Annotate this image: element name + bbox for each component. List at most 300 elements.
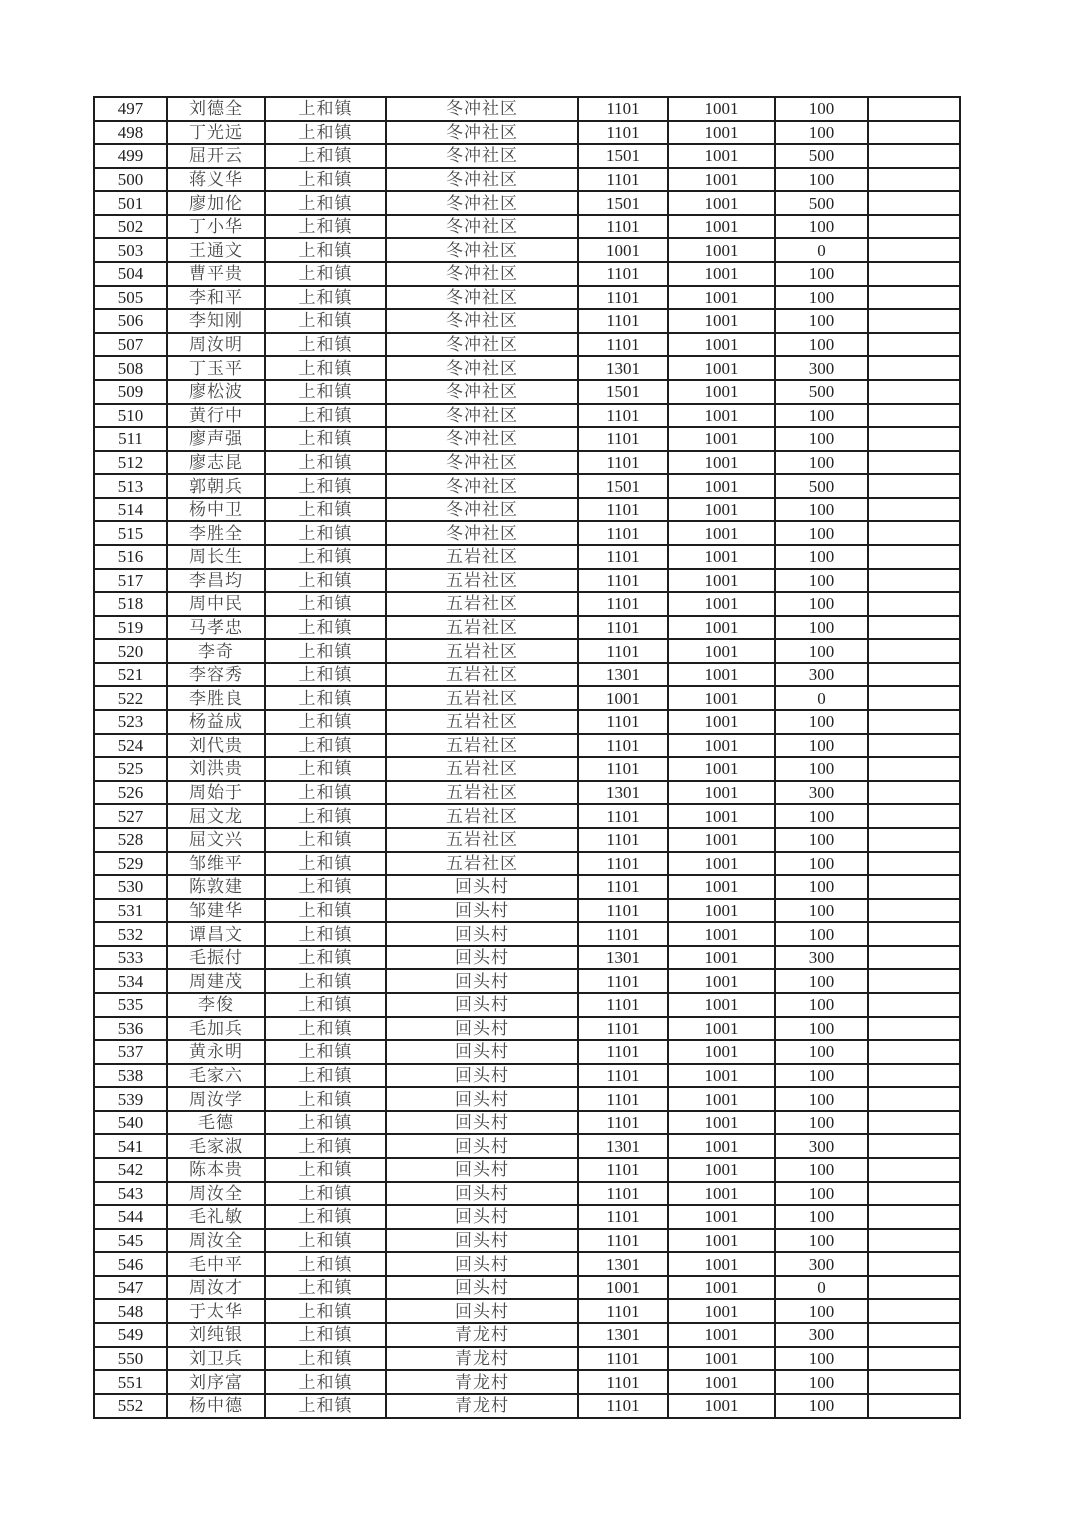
cell-amount-3: 300 <box>775 356 868 380</box>
cell-amount-1: 1101 <box>578 1205 668 1229</box>
cell-amount-2: 1001 <box>668 1205 775 1229</box>
cell-village: 回头村 <box>386 946 578 970</box>
cell-village: 冬冲社区 <box>386 356 578 380</box>
cell-village: 冬冲社区 <box>386 286 578 310</box>
cell-person-name: 李俊 <box>167 993 265 1017</box>
cell-person-name: 周汝学 <box>167 1087 265 1111</box>
cell-serial-number: 510 <box>94 404 167 428</box>
cell-amount-2: 1001 <box>668 545 775 569</box>
table-row <box>94 875 960 899</box>
cell-amount-2: 1001 <box>668 639 775 663</box>
table-row <box>94 1299 960 1323</box>
cell-amount-3: 500 <box>775 474 868 498</box>
cell-town: 上和镇 <box>265 639 386 663</box>
cell-amount-3: 100 <box>775 168 868 192</box>
cell-person-name: 屈开云 <box>167 144 265 168</box>
cell-serial-number: 522 <box>94 686 167 710</box>
cell-amount-1: 1101 <box>578 569 668 593</box>
cell-amount-3: 100 <box>775 1229 868 1253</box>
table-row <box>94 262 960 286</box>
cell-amount-2: 1001 <box>668 1370 775 1394</box>
cell-town: 上和镇 <box>265 1134 386 1158</box>
cell-amount-3: 100 <box>775 922 868 946</box>
cell-village: 五岩社区 <box>386 545 578 569</box>
cell-amount-2: 1001 <box>668 97 775 121</box>
cell-amount-1: 1501 <box>578 474 668 498</box>
cell-serial-number: 528 <box>94 828 167 852</box>
cell-person-name: 刘纯银 <box>167 1323 265 1347</box>
cell-town: 上和镇 <box>265 852 386 876</box>
table-row <box>94 781 960 805</box>
cell-amount-2: 1001 <box>668 592 775 616</box>
cell-village: 冬冲社区 <box>386 333 578 357</box>
cell-amount-1: 1101 <box>578 1087 668 1111</box>
cell-amount-3: 100 <box>775 969 868 993</box>
cell-amount-2: 1001 <box>668 1252 775 1276</box>
cell-serial-number: 548 <box>94 1299 167 1323</box>
cell-empty <box>868 1229 960 1253</box>
cell-person-name: 周长生 <box>167 545 265 569</box>
cell-town: 上和镇 <box>265 404 386 428</box>
cell-person-name: 毛中平 <box>167 1252 265 1276</box>
cell-serial-number: 537 <box>94 1040 167 1064</box>
cell-serial-number: 517 <box>94 569 167 593</box>
cell-empty <box>868 616 960 640</box>
cell-person-name: 蒋义华 <box>167 168 265 192</box>
cell-amount-3: 100 <box>775 498 868 522</box>
table-row <box>94 734 960 758</box>
cell-village: 回头村 <box>386 1134 578 1158</box>
cell-amount-1: 1001 <box>578 686 668 710</box>
table-row <box>94 121 960 145</box>
cell-person-name: 李胜全 <box>167 521 265 545</box>
cell-person-name: 周汝明 <box>167 333 265 357</box>
cell-person-name: 丁玉平 <box>167 356 265 380</box>
cell-village: 回头村 <box>386 922 578 946</box>
cell-empty <box>868 1111 960 1135</box>
cell-town: 上和镇 <box>265 1205 386 1229</box>
cell-amount-3: 100 <box>775 97 868 121</box>
cell-person-name: 毛礼敏 <box>167 1205 265 1229</box>
cell-town: 上和镇 <box>265 262 386 286</box>
cell-amount-1: 1101 <box>578 1064 668 1088</box>
cell-empty <box>868 686 960 710</box>
table-row <box>94 1158 960 1182</box>
cell-amount-1: 1101 <box>578 616 668 640</box>
cell-amount-2: 1001 <box>668 521 775 545</box>
cell-empty <box>868 238 960 262</box>
cell-amount-3: 100 <box>775 569 868 593</box>
cell-empty <box>868 1394 960 1418</box>
cell-amount-2: 1001 <box>668 686 775 710</box>
cell-town: 上和镇 <box>265 215 386 239</box>
cell-village: 冬冲社区 <box>386 215 578 239</box>
cell-amount-2: 1001 <box>668 309 775 333</box>
cell-amount-2: 1001 <box>668 404 775 428</box>
cell-town: 上和镇 <box>265 333 386 357</box>
cell-serial-number: 539 <box>94 1087 167 1111</box>
cell-amount-2: 1001 <box>668 1182 775 1206</box>
cell-amount-2: 1001 <box>668 238 775 262</box>
cell-village: 冬冲社区 <box>386 427 578 451</box>
cell-village: 冬冲社区 <box>386 144 578 168</box>
cell-village: 五岩社区 <box>386 686 578 710</box>
cell-amount-1: 1101 <box>578 215 668 239</box>
cell-amount-1: 1101 <box>578 1111 668 1135</box>
cell-empty <box>868 1158 960 1182</box>
table-row <box>94 592 960 616</box>
cell-person-name: 廖声强 <box>167 427 265 451</box>
cell-serial-number: 536 <box>94 1017 167 1041</box>
cell-serial-number: 516 <box>94 545 167 569</box>
cell-amount-3: 100 <box>775 333 868 357</box>
cell-serial-number: 506 <box>94 309 167 333</box>
cell-serial-number: 542 <box>94 1158 167 1182</box>
table-row <box>94 545 960 569</box>
table-row <box>94 309 960 333</box>
cell-amount-2: 1001 <box>668 852 775 876</box>
cell-person-name: 李容秀 <box>167 663 265 687</box>
cell-empty <box>868 899 960 923</box>
table-row <box>94 380 960 404</box>
table-row <box>94 828 960 852</box>
cell-village: 回头村 <box>386 875 578 899</box>
cell-amount-3: 300 <box>775 1134 868 1158</box>
cell-amount-2: 1001 <box>668 1347 775 1371</box>
cell-amount-1: 1101 <box>578 592 668 616</box>
cell-person-name: 曹平贵 <box>167 262 265 286</box>
cell-village: 冬冲社区 <box>386 191 578 215</box>
cell-amount-1: 1001 <box>578 1276 668 1300</box>
cell-village: 冬冲社区 <box>386 404 578 428</box>
cell-amount-2: 1001 <box>668 144 775 168</box>
cell-person-name: 李胜良 <box>167 686 265 710</box>
cell-amount-2: 1001 <box>668 498 775 522</box>
cell-village: 回头村 <box>386 1252 578 1276</box>
cell-serial-number: 524 <box>94 734 167 758</box>
table-row <box>94 899 960 923</box>
cell-empty <box>868 97 960 121</box>
cell-amount-1: 1101 <box>578 521 668 545</box>
cell-person-name: 周中民 <box>167 592 265 616</box>
table-row <box>94 993 960 1017</box>
cell-amount-3: 100 <box>775 1182 868 1206</box>
cell-amount-1: 1101 <box>578 451 668 475</box>
cell-serial-number: 519 <box>94 616 167 640</box>
cell-village: 冬冲社区 <box>386 121 578 145</box>
cell-empty <box>868 498 960 522</box>
cell-serial-number: 527 <box>94 804 167 828</box>
cell-village: 回头村 <box>386 1087 578 1111</box>
cell-village: 回头村 <box>386 899 578 923</box>
cell-amount-3: 300 <box>775 781 868 805</box>
cell-village: 冬冲社区 <box>386 380 578 404</box>
cell-empty <box>868 1087 960 1111</box>
cell-empty <box>868 710 960 734</box>
cell-amount-2: 1001 <box>668 899 775 923</box>
table-row <box>94 804 960 828</box>
table-row <box>94 333 960 357</box>
cell-town: 上和镇 <box>265 828 386 852</box>
cell-amount-3: 300 <box>775 663 868 687</box>
cell-empty <box>868 356 960 380</box>
cell-amount-1: 1101 <box>578 168 668 192</box>
cell-village: 回头村 <box>386 1040 578 1064</box>
cell-serial-number: 511 <box>94 427 167 451</box>
table-row <box>94 757 960 781</box>
cell-person-name: 李奇 <box>167 639 265 663</box>
cell-serial-number: 515 <box>94 521 167 545</box>
cell-town: 上和镇 <box>265 97 386 121</box>
cell-amount-1: 1101 <box>578 1229 668 1253</box>
cell-town: 上和镇 <box>265 686 386 710</box>
cell-empty <box>868 1299 960 1323</box>
cell-amount-3: 100 <box>775 734 868 758</box>
cell-amount-1: 1501 <box>578 144 668 168</box>
cell-amount-1: 1101 <box>578 922 668 946</box>
cell-empty <box>868 262 960 286</box>
table-row <box>94 356 960 380</box>
cell-amount-1: 1101 <box>578 852 668 876</box>
table-row <box>94 498 960 522</box>
cell-town: 上和镇 <box>265 1394 386 1418</box>
cell-amount-2: 1001 <box>668 1323 775 1347</box>
cell-amount-1: 1101 <box>578 404 668 428</box>
cell-empty <box>868 1040 960 1064</box>
cell-village: 冬冲社区 <box>386 451 578 475</box>
cell-amount-2: 1001 <box>668 1087 775 1111</box>
cell-amount-2: 1001 <box>668 356 775 380</box>
cell-empty <box>868 144 960 168</box>
cell-person-name: 周汝全 <box>167 1229 265 1253</box>
cell-town: 上和镇 <box>265 663 386 687</box>
table-row <box>94 1087 960 1111</box>
cell-amount-3: 100 <box>775 121 868 145</box>
cell-amount-2: 1001 <box>668 121 775 145</box>
cell-empty <box>868 734 960 758</box>
cell-amount-2: 1001 <box>668 828 775 852</box>
cell-empty <box>868 1252 960 1276</box>
cell-empty <box>868 215 960 239</box>
cell-town: 上和镇 <box>265 1370 386 1394</box>
cell-empty <box>868 309 960 333</box>
cell-amount-1: 1301 <box>578 781 668 805</box>
cell-town: 上和镇 <box>265 569 386 593</box>
table-row <box>94 474 960 498</box>
cell-serial-number: 533 <box>94 946 167 970</box>
cell-village: 回头村 <box>386 1276 578 1300</box>
cell-serial-number: 504 <box>94 262 167 286</box>
cell-person-name: 刘代贵 <box>167 734 265 758</box>
cell-amount-3: 100 <box>775 710 868 734</box>
cell-empty <box>868 380 960 404</box>
cell-serial-number: 525 <box>94 757 167 781</box>
cell-town: 上和镇 <box>265 757 386 781</box>
cell-amount-1: 1101 <box>578 804 668 828</box>
cell-amount-1: 1101 <box>578 1299 668 1323</box>
cell-amount-1: 1101 <box>578 899 668 923</box>
table-row <box>94 852 960 876</box>
cell-person-name: 邹维平 <box>167 852 265 876</box>
table-row <box>94 946 960 970</box>
cell-empty <box>868 922 960 946</box>
table-row <box>94 168 960 192</box>
cell-person-name: 刘德全 <box>167 97 265 121</box>
cell-amount-1: 1301 <box>578 1134 668 1158</box>
cell-amount-2: 1001 <box>668 616 775 640</box>
cell-village: 冬冲社区 <box>386 238 578 262</box>
cell-empty <box>868 781 960 805</box>
cell-amount-2: 1001 <box>668 663 775 687</box>
cell-serial-number: 502 <box>94 215 167 239</box>
cell-empty <box>868 1182 960 1206</box>
cell-person-name: 刘卫兵 <box>167 1347 265 1371</box>
cell-village: 冬冲社区 <box>386 168 578 192</box>
cell-town: 上和镇 <box>265 474 386 498</box>
table-row <box>94 1040 960 1064</box>
cell-serial-number: 523 <box>94 710 167 734</box>
cell-amount-3: 100 <box>775 1347 868 1371</box>
cell-amount-2: 1001 <box>668 1229 775 1253</box>
cell-amount-1: 1101 <box>578 734 668 758</box>
cell-amount-1: 1101 <box>578 1017 668 1041</box>
cell-person-name: 毛德 <box>167 1111 265 1135</box>
cell-amount-2: 1001 <box>668 215 775 239</box>
cell-amount-3: 500 <box>775 144 868 168</box>
table-row <box>94 1252 960 1276</box>
cell-amount-2: 1001 <box>668 427 775 451</box>
cell-serial-number: 538 <box>94 1064 167 1088</box>
table-row <box>94 1017 960 1041</box>
cell-amount-1: 1301 <box>578 1252 668 1276</box>
cell-amount-2: 1001 <box>668 569 775 593</box>
cell-amount-3: 100 <box>775 286 868 310</box>
cell-serial-number: 500 <box>94 168 167 192</box>
cell-person-name: 谭昌文 <box>167 922 265 946</box>
cell-amount-3: 100 <box>775 828 868 852</box>
cell-village: 回头村 <box>386 1182 578 1206</box>
cell-empty <box>868 993 960 1017</box>
cell-amount-2: 1001 <box>668 333 775 357</box>
cell-serial-number: 547 <box>94 1276 167 1300</box>
cell-town: 上和镇 <box>265 1064 386 1088</box>
cell-amount-2: 1001 <box>668 191 775 215</box>
cell-empty <box>868 121 960 145</box>
cell-serial-number: 535 <box>94 993 167 1017</box>
cell-amount-2: 1001 <box>668 1394 775 1418</box>
cell-serial-number: 521 <box>94 663 167 687</box>
cell-town: 上和镇 <box>265 191 386 215</box>
table-row <box>94 238 960 262</box>
cell-amount-3: 100 <box>775 1205 868 1229</box>
cell-serial-number: 529 <box>94 852 167 876</box>
cell-serial-number: 513 <box>94 474 167 498</box>
cell-amount-3: 100 <box>775 1299 868 1323</box>
cell-person-name: 毛振付 <box>167 946 265 970</box>
cell-person-name: 黄永明 <box>167 1040 265 1064</box>
cell-amount-1: 1101 <box>578 1394 668 1418</box>
cell-amount-3: 100 <box>775 592 868 616</box>
cell-amount-2: 1001 <box>668 451 775 475</box>
table-row <box>94 969 960 993</box>
cell-amount-2: 1001 <box>668 1134 775 1158</box>
cell-town: 上和镇 <box>265 238 386 262</box>
cell-town: 上和镇 <box>265 710 386 734</box>
table-row <box>94 215 960 239</box>
cell-person-name: 杨中卫 <box>167 498 265 522</box>
cell-amount-1: 1101 <box>578 309 668 333</box>
cell-town: 上和镇 <box>265 144 386 168</box>
cell-town: 上和镇 <box>265 875 386 899</box>
cell-serial-number: 552 <box>94 1394 167 1418</box>
cell-empty <box>868 663 960 687</box>
cell-amount-1: 1101 <box>578 875 668 899</box>
cell-serial-number: 514 <box>94 498 167 522</box>
cell-amount-3: 100 <box>775 427 868 451</box>
cell-town: 上和镇 <box>265 168 386 192</box>
cell-amount-2: 1001 <box>668 1111 775 1135</box>
cell-amount-3: 100 <box>775 1017 868 1041</box>
cell-empty <box>868 757 960 781</box>
table-row <box>94 1229 960 1253</box>
table-row <box>94 1111 960 1135</box>
cell-town: 上和镇 <box>265 380 386 404</box>
cell-village: 冬冲社区 <box>386 521 578 545</box>
cell-village: 青龙村 <box>386 1370 578 1394</box>
cell-amount-3: 100 <box>775 899 868 923</box>
cell-town: 上和镇 <box>265 1299 386 1323</box>
cell-amount-3: 100 <box>775 804 868 828</box>
table-row <box>94 1276 960 1300</box>
cell-amount-2: 1001 <box>668 474 775 498</box>
cell-person-name: 毛家六 <box>167 1064 265 1088</box>
table-row <box>94 1323 960 1347</box>
cell-empty <box>868 168 960 192</box>
cell-town: 上和镇 <box>265 309 386 333</box>
cell-village: 冬冲社区 <box>386 262 578 286</box>
cell-empty <box>868 969 960 993</box>
table-row <box>94 286 960 310</box>
cell-serial-number: 501 <box>94 191 167 215</box>
cell-person-name: 屈文兴 <box>167 828 265 852</box>
cell-empty <box>868 545 960 569</box>
cell-amount-1: 1501 <box>578 380 668 404</box>
cell-amount-2: 1001 <box>668 875 775 899</box>
cell-empty <box>868 639 960 663</box>
cell-amount-2: 1001 <box>668 1040 775 1064</box>
cell-town: 上和镇 <box>265 993 386 1017</box>
cell-village: 五岩社区 <box>386 663 578 687</box>
cell-village: 五岩社区 <box>386 710 578 734</box>
cell-serial-number: 551 <box>94 1370 167 1394</box>
cell-person-name: 廖志昆 <box>167 451 265 475</box>
cell-serial-number: 508 <box>94 356 167 380</box>
cell-amount-1: 1101 <box>578 97 668 121</box>
cell-amount-1: 1101 <box>578 545 668 569</box>
cell-amount-3: 0 <box>775 238 868 262</box>
table-row <box>94 404 960 428</box>
cell-amount-1: 1101 <box>578 498 668 522</box>
cell-empty <box>868 333 960 357</box>
cell-amount-3: 100 <box>775 757 868 781</box>
cell-serial-number: 512 <box>94 451 167 475</box>
cell-amount-3: 500 <box>775 191 868 215</box>
cell-village: 五岩社区 <box>386 639 578 663</box>
cell-person-name: 王通文 <box>167 238 265 262</box>
cell-person-name: 陈本贵 <box>167 1158 265 1182</box>
cell-amount-3: 100 <box>775 875 868 899</box>
cell-village: 青龙村 <box>386 1323 578 1347</box>
